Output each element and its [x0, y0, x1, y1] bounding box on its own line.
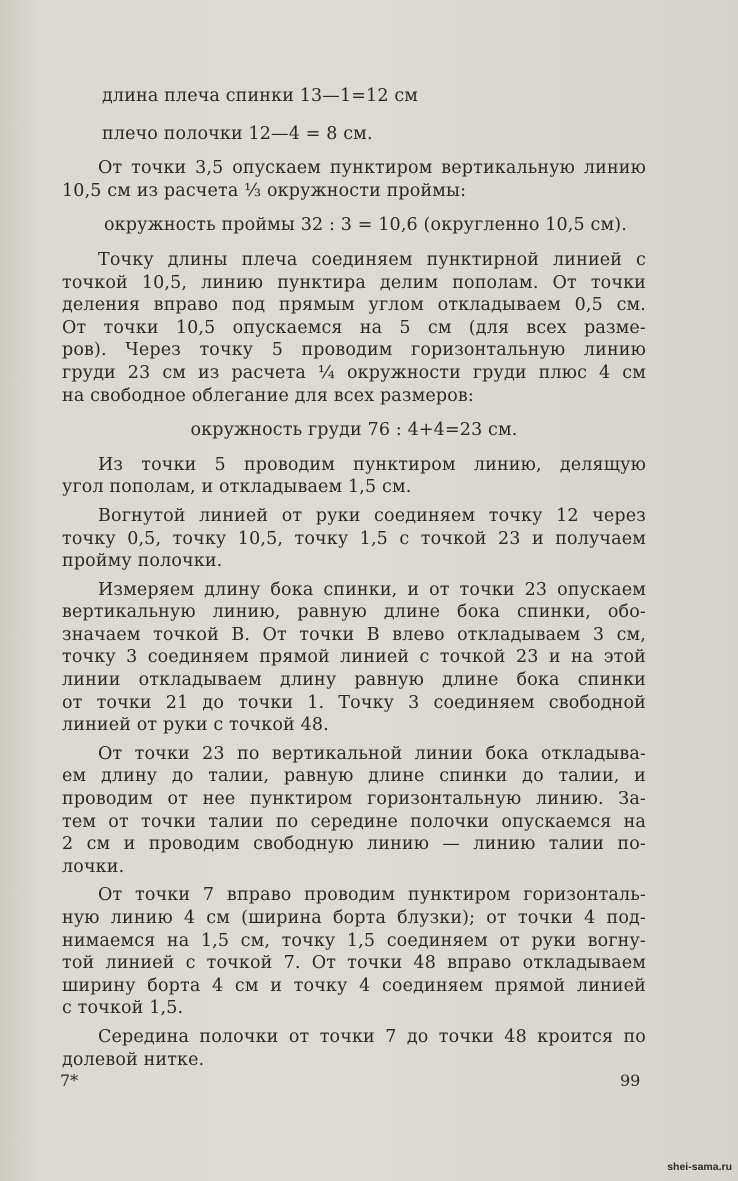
text-line: ров). Через точку 5 проводим горизонтальную линию [62, 340, 646, 361]
text-line: линией от руки с точкой 48. [62, 715, 329, 736]
page-number: 99 [620, 1071, 641, 1090]
text-line: ем длину до талии, равную длине спинки до талии, и [62, 766, 646, 787]
formula: окружность проймы 32 : 3 = 10,6 (округленно 10,5 см). [104, 215, 627, 236]
text-line: вертикальную линию, равную длине бока спинки, обо- [62, 602, 646, 623]
text-line: линии откладываем длину равную длине бока спинки [62, 670, 646, 691]
text-line: точкой 10,5, линию пунктира делим пополам. От точки [62, 272, 646, 293]
text-line: проводим от нее пунктиром горизонтальную линию. За- [62, 789, 646, 810]
text-line: угол пополам, и откладываем 1,5 см. [62, 477, 412, 498]
text-line: от точки 21 до точки 1. Точку 3 соединяем свободной [62, 692, 646, 713]
text-line: От точки 23 по вертикальной линии бока откладыва- [98, 743, 646, 764]
watermark-graphic [636, 1157, 734, 1175]
text-line: 2 см и проводим свободную линию — линию талии по- [62, 834, 646, 855]
text-line: на свободное облегание для всех размеров: [62, 385, 474, 406]
text-line: От точки 3,5 опускаем пунктиром вертикальную линию 10,5 см из расчета ⅓ окружности проймы: [62, 158, 646, 201]
paragraph [62, 1026, 646, 1071]
text-line: длина плеча спинки 13—1=12 см [102, 86, 419, 106]
text-line: долевой нитке. [62, 1049, 205, 1070]
paragraph [62, 884, 646, 1020]
text-line: ширину борта 4 см и точку 4 соединяем прямой линией [62, 975, 646, 996]
text-line: Измеряем длину бока спинки, и от точки 23 опускаем [98, 579, 646, 600]
watermark-text: shei-sama.ru [667, 1161, 732, 1173]
text-line: нимаемся на 1,5 см, точку 1,5 соединяем от руки вогну- [62, 930, 646, 951]
text-line: Точку длины плеча соединяем пунктирной линией с [98, 249, 646, 270]
text-line: точку 3 соединяем прямой линией с точкой 23 и на этой [62, 647, 646, 668]
text-line: значаем точкой B. От точки B влево откладываем 3 см, [62, 624, 646, 645]
paragraph [62, 579, 646, 737]
signature-mark: 7* [60, 1071, 79, 1090]
text-line: пройму полочки. [62, 551, 223, 572]
text-line: ную линию 4 см (ширина борта блузки); от точки 4 под- [62, 908, 646, 928]
text-line: От точки 7 вправо проводим пунктиром горизонталь- [98, 885, 646, 906]
text-line: Вогнутой линией от руки соединяем точку 12 через [98, 505, 646, 526]
page-body-text [62, 85, 646, 1071]
text-line: той линией с точкой 7. От точки 48 вправо откладываем [62, 953, 646, 974]
text-line: лочки. [62, 856, 125, 877]
formula: окружность груди 76 : 4+4=23 см. [190, 420, 518, 441]
paragraph [62, 743, 646, 879]
paragraph [62, 157, 646, 202]
text-line: плечо полочки 12—4 = 8 см. [102, 123, 373, 144]
watermark-logo [636, 1157, 734, 1175]
text-line: тем от точки талии по середине полочки опускаемся на [62, 811, 646, 832]
text-line: с точкой 1,5. [62, 998, 184, 1019]
text-line: От точки 10,5 опускаемся на 5 см (для всех разме- [62, 317, 646, 338]
text-line: точку 0,5, точку 10,5, точку 1,5 с точкой 23 и получаем [62, 528, 646, 549]
text-line: Середина полочки от точки 7 до точки 48 кроится по [98, 1026, 646, 1047]
text-line: деления вправо под прямым углом откладываем 0,5 см. [62, 295, 646, 316]
text-line: груди 23 см из расчета ¼ окружности груди плюс 4 см [62, 362, 646, 383]
paragraph [62, 505, 646, 573]
text-line: Из точки 5 проводим пунктиром линию, делящую [98, 454, 646, 475]
paragraph [62, 454, 646, 499]
paragraph [62, 249, 646, 407]
